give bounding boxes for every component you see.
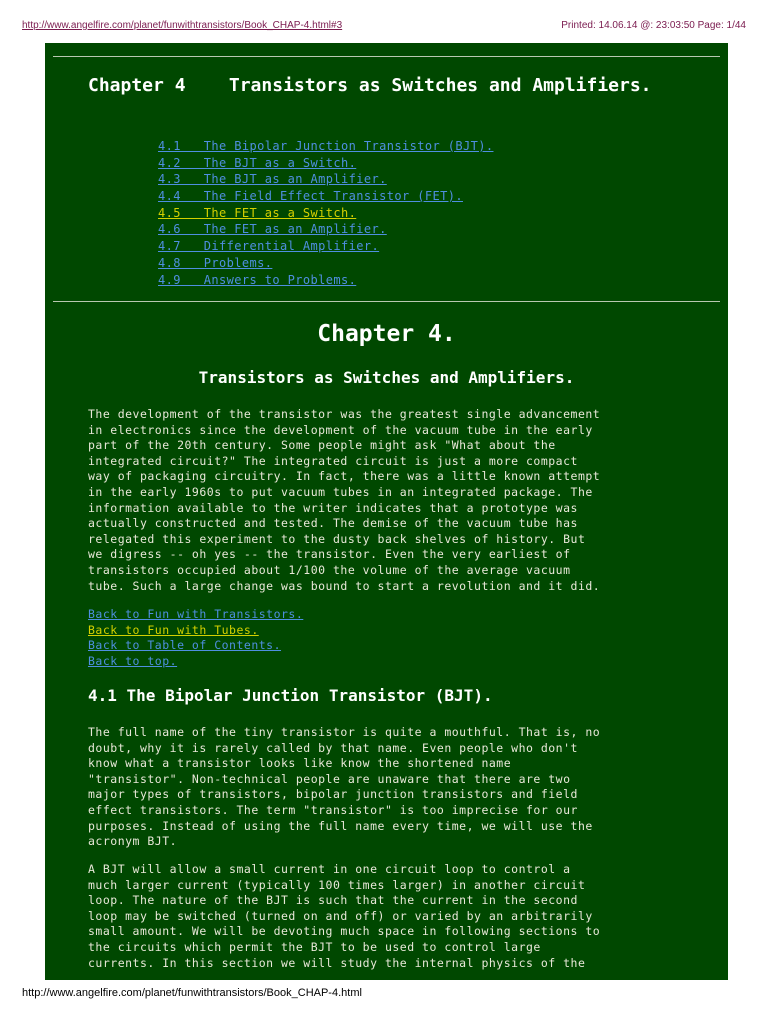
toc-title: Chapter 4 Transistors as Switches and Amplifiers.: [88, 75, 652, 96]
toc-item: [158, 205, 493, 222]
toc-link-4-7[interactable]: 4.7 Differential Amplifier.: [158, 239, 380, 254]
toc-link-4-2[interactable]: 4.2 The BJT as a Switch.: [158, 155, 357, 170]
back-link-item: [88, 623, 303, 639]
print-timestamp: Printed: 14.06.14 @: 23:03:50 Page: 1/44: [561, 20, 746, 31]
toc-link-4-4[interactable]: 4.4 The Field Effect Transistor (FET).: [158, 189, 463, 204]
section-paragraph-2: A BJT will allow a small current in one circuit loop to control a much larger current (typically 100 times larger) in another circuit loop. The nature of the BJT is such that the current in the second loop may be switched (turned on and off) or varied by an arbitrarily small amount. We will be devoting much space in following sections to the circuits which permit the BJT to be used to control large currents. In this section we will study the internal physics of the: [88, 862, 601, 970]
toc-link-4-3[interactable]: 4.3 The BJT as an Amplifier.: [158, 172, 387, 187]
chapter-heading: Chapter 4.: [317, 321, 456, 347]
back-link-item: [88, 607, 303, 623]
chapter-subtitle: Transistors as Switches and Amplifiers.: [198, 368, 575, 387]
toc-item: [158, 155, 493, 172]
back-to-top-link[interactable]: Back to top.: [88, 653, 178, 668]
section-divider: [53, 301, 720, 302]
toc-item: [158, 171, 493, 188]
toc-item: [158, 238, 493, 255]
back-to-table-of-contents-link[interactable]: Back to Table of Contents.: [88, 638, 282, 653]
section-paragraph-1: The full name of the tiny transistor is quite a mouthful. That is, no doubt, why it is rarely called by that name. Even people who don't know what a transistor looks like know the shortened name "transistor". Non-technical people are unaware that there are two major types of transistors, bipolar junction transistors and field effect transistors. The term "transistor" is too imprecise for our purposes. Instead of using the full name every time, we will use the acronym BJT.: [88, 725, 601, 849]
toc-item: [158, 255, 493, 272]
back-link-item: [88, 638, 303, 654]
section-heading-4-1: 4.1 The Bipolar Junction Transistor (BJT).: [88, 686, 493, 705]
intro-paragraph: The development of the transistor was the greatest single advancement in electronics since the development of the vacuum tube in the early part of the 20th century. Some people might ask "What about the integrated circuit?" The integrated circuit is just a more compact way of packaging circuitry. In fact, there was a little known attempt in the early 1960s to put vacuum tubes in an integrated package. The information available to the writer indicates that a prototype was actually constructed and tested. The demise of the vacuum tube has relegated this experiment to the dusty back shelves of history. But we digress -- oh yes -- the transistor. Even the very earliest of transistors occupied about 1/100 the volume of the average vacuum tube. Such a large change was bound to start a revolution and it did.: [88, 407, 601, 593]
toc-link-4-6[interactable]: 4.6 The FET as an Amplifier.: [158, 222, 387, 237]
toc-item: [158, 188, 493, 205]
back-to-fun-with-tubes-link[interactable]: Back to Fun with Tubes.: [88, 622, 259, 637]
print-header: [22, 20, 746, 36]
toc-item: [158, 138, 493, 155]
toc-link-4-5[interactable]: 4.5 The FET as a Switch.: [158, 205, 357, 220]
top-divider: [53, 56, 720, 57]
print-footer-url: http://www.angelfire.com/planet/funwithtransistors/Book_CHAP-4.html: [22, 987, 362, 999]
toc-link-4-1[interactable]: 4.1 The Bipolar Junction Transistor (BJT).: [158, 139, 494, 153]
toc-item: [158, 221, 493, 238]
print-header-url[interactable]: http://www.angelfire.com/planet/funwithtransistors/Book_CHAP-4.html#3: [22, 20, 343, 31]
page-content: [45, 43, 728, 980]
back-link-item: [88, 654, 303, 670]
toc-link-4-8[interactable]: 4.8 Problems.: [158, 255, 273, 270]
toc-item: [158, 272, 493, 289]
back-links: [88, 607, 303, 669]
table-of-contents: [158, 138, 493, 288]
toc-link-4-9[interactable]: 4.9 Answers to Problems.: [158, 272, 357, 287]
back-to-fun-with-transistors-link[interactable]: Back to Fun with Transistors.: [88, 607, 304, 621]
